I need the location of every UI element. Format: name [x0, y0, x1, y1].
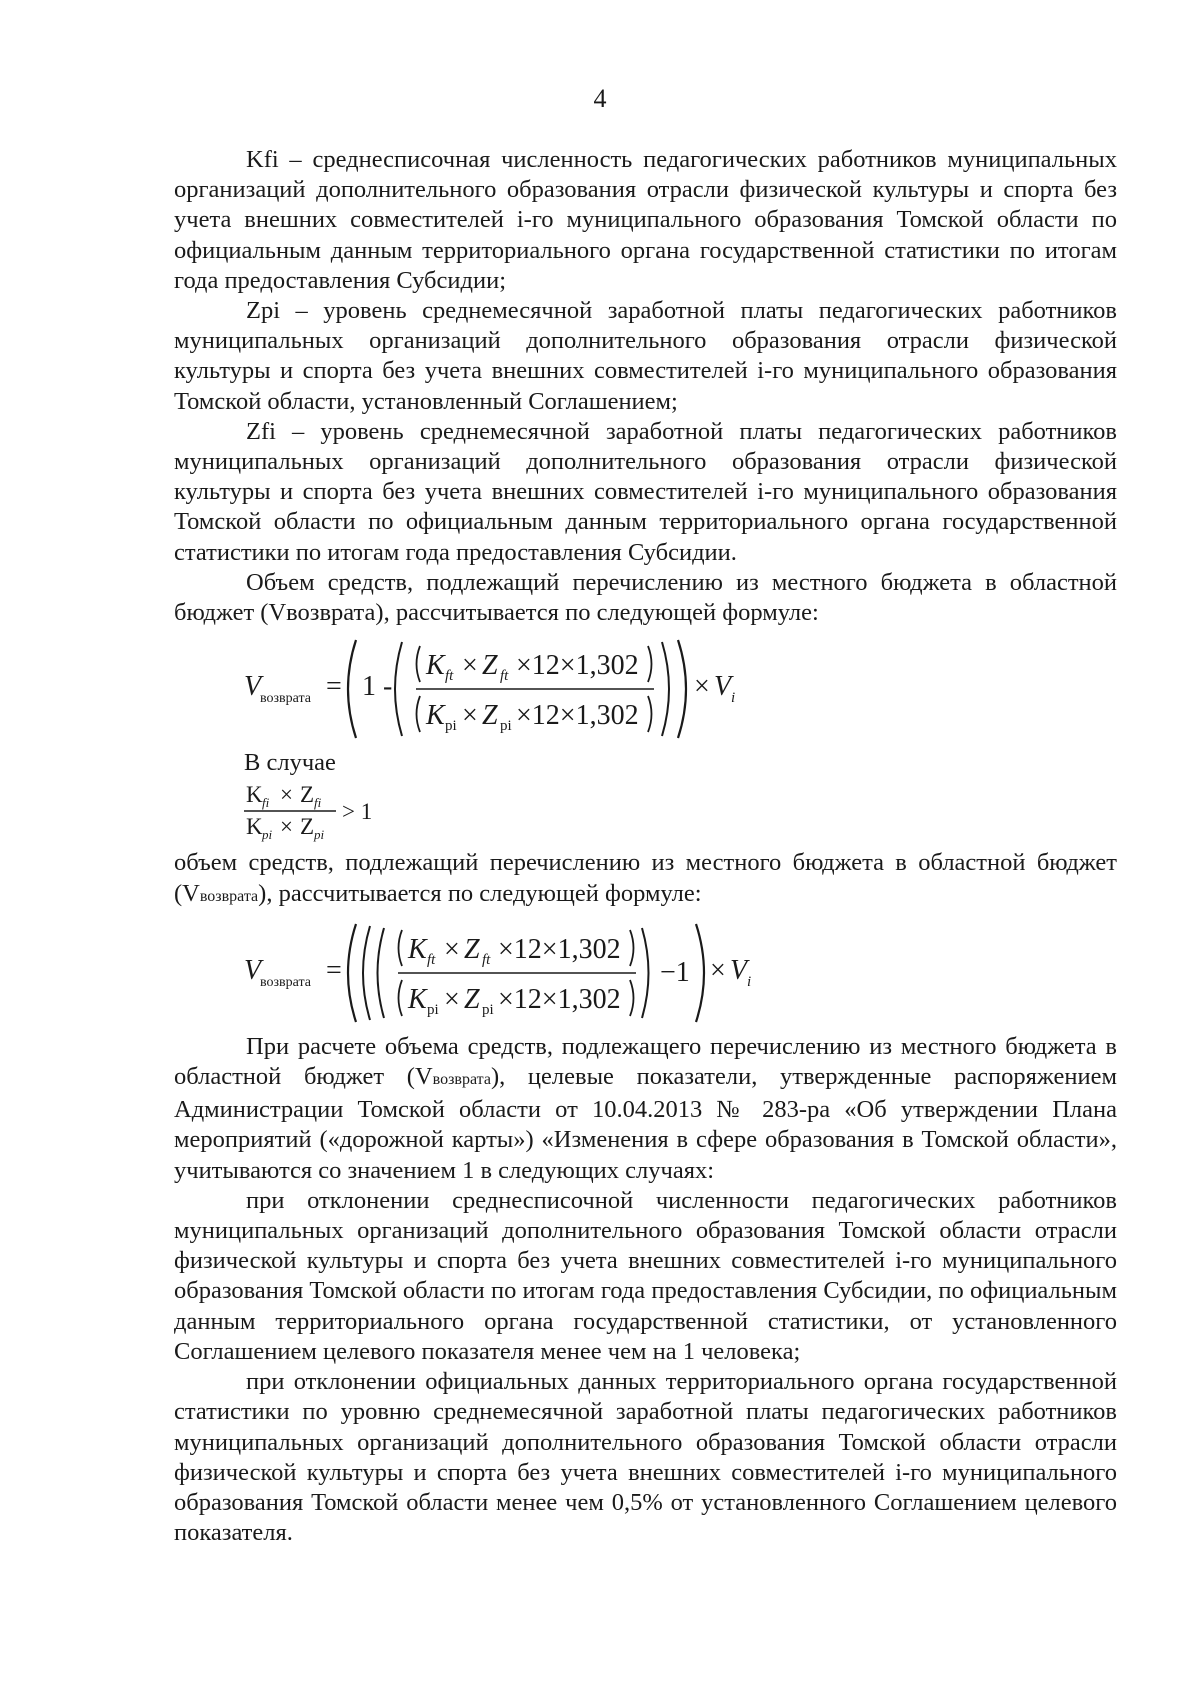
paragraph-case-headcount: при отклонении среднесписочной численности педагогических работников муниципальных организаций дополнительного образования Томской области отрасли физической культуры и спорта без учета внешних совместителей i-го муниципального образования Томской области по итогам года предоставления Субсидии, по официальным данным территориального органа государственной статистики, от установленного Соглашением целевого показателя менее чем на 1 человека;	[174, 1186, 1117, 1365]
f1-num-left-paren	[417, 646, 421, 682]
f2-num-times: ×	[444, 933, 460, 965]
f2-den-right-paren	[630, 980, 634, 1016]
f2-lhs-sub: возврата	[260, 974, 312, 990]
f1-num-k: K	[426, 650, 445, 682]
f1-den-right-paren	[648, 696, 652, 732]
f2-den-factor: ×12×1,302	[498, 983, 621, 1015]
f2-mid-left-paren	[363, 926, 370, 1020]
cond-den-z: Z	[300, 814, 315, 840]
cond-num-times: ×	[280, 782, 293, 808]
cond-den-k: K	[246, 814, 263, 840]
f2-inner-left-paren	[378, 928, 385, 1018]
f1-lhs-sub: возврата	[260, 691, 312, 707]
f2-inner-right-paren	[642, 928, 649, 1018]
cond-num-z: Z	[300, 782, 315, 808]
f1-rhs-sub: i	[731, 690, 736, 707]
f1-times: ×	[694, 671, 710, 703]
f2-den-z-sub: pi	[482, 1001, 494, 1018]
f2-num-factor: ×12×1,302	[498, 933, 621, 965]
f2-times: ×	[710, 954, 726, 986]
formula-return-volume-1	[174, 634, 1117, 744]
f2-eq: =	[326, 954, 342, 986]
f1-den-left-paren	[417, 696, 421, 732]
f2-num-z-sub: ft	[482, 951, 491, 968]
f2-outer-left-paren	[348, 924, 356, 1022]
f2-num-right-paren	[630, 930, 634, 966]
f1-one-minus: 1 -	[362, 671, 393, 703]
f1-outer-right-paren	[678, 640, 686, 738]
f1-num-k-sub: ft	[445, 668, 454, 685]
f2-den-left-paren	[399, 980, 403, 1016]
f1-num-times: ×	[462, 650, 478, 682]
f1-den-z: Z	[482, 700, 498, 732]
f2-rhs-sub: i	[747, 973, 752, 990]
paragraph-kfi: Kfi – среднесписочная численность педагогических работников муниципальных организаций дополнительного образования отрасли физической культуры и спорта без учета внешних совместителей i-го муниципального образования Томской области по официальным данным территориального органа государственной статистики по итогам года предоставления Субсидии;	[174, 146, 1117, 294]
f1-den-times: ×	[462, 700, 478, 732]
cond-num-k-sub: fi	[262, 795, 270, 811]
f1-eq: =	[326, 671, 342, 703]
cond-gt-one: > 1	[342, 799, 373, 825]
paragraph-volume-intro: Объем средств, подлежащий перечислению из местного бюджета в областной бюджет (Vвозврата), рассчитывается по следующей формуле:	[174, 568, 1117, 627]
f2-outer-right-paren	[696, 924, 704, 1022]
f1-num-right-paren	[648, 646, 652, 682]
f1-num-z: Z	[482, 650, 498, 682]
paragraph-case-salary: при отклонении официальных данных территориального органа государственной статистики по уровню среднемесячной заработной платы педагогических работников муниципальных организаций дополнительного образования Томской области отрасли физической культуры и спорта без учета внешних совместителей i-го муниципального образования Томской области менее чем 0,5% от установленного Соглашением целевого показателя.	[174, 1368, 1117, 1547]
f2-num-k-sub: ft	[427, 951, 436, 968]
cond-num-k: K	[246, 782, 263, 808]
paragraph-volume-second: объем средств, подлежащий перечислению из местного бюджета в областной бюджет (Vвозврата), рассчитывается по следующей формуле:	[174, 849, 1117, 907]
cond-den-k-sub: pi	[262, 827, 273, 843]
f1-outer-left-paren	[348, 640, 356, 738]
cond-den-times: ×	[280, 814, 293, 840]
f1-den-k-sub: pi	[445, 718, 457, 735]
paragraph-target-indicators: При расчете объема средств, подлежащего перечислению из местного бюджета в областной бюджет (Vвозврата), целевые показатели, утвержденные распоряжением Администрации Томской области от 10.04.2013 № 283-ра «Об утверждении Плана мероприятий («дорожной карты») «Изменения в сфере образования в Томской области», учитываются со значением 1 в следующих случаях:	[174, 1032, 1117, 1184]
f1-lhs-var: V	[244, 671, 262, 703]
f2-num-k: K	[408, 933, 427, 965]
cond-num-z-sub: fi	[314, 795, 322, 811]
f1-inner-left-paren	[395, 642, 402, 736]
f2-minus-one: −1	[660, 956, 690, 988]
paragraph-in-case: В случае	[244, 749, 336, 777]
document-body	[174, 145, 1117, 1548]
cond-den-z-sub: pi	[314, 827, 325, 843]
f2-rhs-var: V	[730, 954, 748, 986]
f1-inner-right-paren	[662, 642, 669, 736]
f2-den-k: K	[408, 983, 427, 1015]
f1-num-factor: ×12×1,302	[516, 650, 639, 682]
paragraph-zpi: Zpi – уровень среднемесячной заработной платы педагогических работников муниципальных организаций дополнительного образования отрасли физической культуры и спорта без учета внешних совместителей i-го муниципального образования Томской области, установленный Соглашением;	[174, 297, 1117, 415]
f2-den-z: Z	[464, 983, 480, 1015]
paragraph-zfi: Zfi – уровень среднемесячной заработной платы педагогических работников муниципальных организаций дополнительного образования отрасли физической культуры и спорта без учета внешних совместителей i-го муниципального образования Томской области по официальным данным территориального органа государственной статистики по итогам года предоставления Субсидии.	[174, 417, 1117, 566]
condition-inequality	[244, 778, 1117, 848]
f1-den-z-sub: pi	[500, 718, 512, 735]
f2-num-z: Z	[464, 933, 480, 965]
f1-den-k: K	[426, 700, 445, 732]
f2-num-left-paren	[399, 930, 403, 966]
formula-2-svg	[244, 918, 804, 1028]
f1-den-factor: ×12×1,302	[516, 700, 639, 732]
f2-den-times: ×	[444, 983, 460, 1015]
f2-den-k-sub: pi	[427, 1001, 439, 1018]
formula-return-volume-2	[174, 918, 1117, 1028]
formula-1-svg	[244, 634, 804, 744]
page-number: 4	[593, 84, 607, 113]
condition-svg	[244, 778, 444, 848]
f1-num-z-sub: ft	[500, 668, 509, 685]
f1-rhs-var: V	[714, 671, 732, 703]
f2-lhs-var: V	[244, 954, 262, 986]
